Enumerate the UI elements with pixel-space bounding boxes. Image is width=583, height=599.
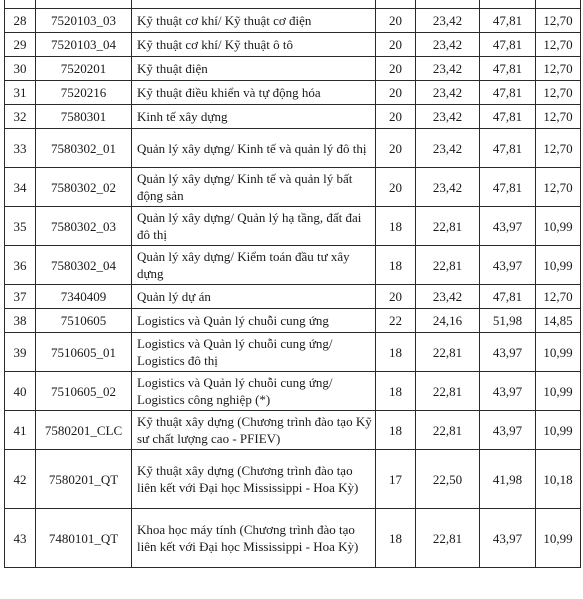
- cell-value-3: 47,81: [480, 57, 536, 81]
- cell-major-code: 7580201_QT: [36, 450, 132, 509]
- cell-value-1: 18: [376, 207, 416, 246]
- cell-value-1: 20: [376, 81, 416, 105]
- cell-major-name: Quản lý xây dựng/ Quản lý hạ tầng, đất đai đô thị: [132, 207, 376, 246]
- cell-major-code: 7340409: [36, 285, 132, 309]
- table-row: [5, 207, 581, 246]
- cell-value-4: 12,70: [536, 81, 581, 105]
- cell-index: 32: [5, 105, 36, 129]
- cell-value-3: 41,98: [480, 450, 536, 509]
- cell-major-name: Kỹ thuật điều khiển và tự động hóa: [132, 81, 376, 105]
- cell-value-2: 23,42: [416, 129, 480, 168]
- cell-value-2: 23,42: [416, 81, 480, 105]
- cell-value-4: [536, 0, 581, 9]
- cell-value-1: 20: [376, 105, 416, 129]
- cell-index: 41: [5, 411, 36, 450]
- cell-value-1: [376, 0, 416, 9]
- cell-value-1: 20: [376, 129, 416, 168]
- table-row: [5, 0, 581, 9]
- cell-major-code: 7580301: [36, 105, 132, 129]
- table-row: [5, 509, 581, 568]
- admission-score-table: [4, 0, 581, 568]
- cell-major-code: 7520216: [36, 81, 132, 105]
- cell-value-4: 14,85: [536, 309, 581, 333]
- cell-value-3: 47,81: [480, 105, 536, 129]
- table-row: [5, 168, 581, 207]
- cell-major-name: Quản lý xây dựng/ Kinh tế và quản lý đô thị: [132, 129, 376, 168]
- cell-index: 37: [5, 285, 36, 309]
- table-row: [5, 129, 581, 168]
- table-row: [5, 81, 581, 105]
- cell-major-code: 7510605_01: [36, 333, 132, 372]
- cell-value-2: 23,42: [416, 168, 480, 207]
- cell-value-4: 10,99: [536, 372, 581, 411]
- cell-index: 38: [5, 309, 36, 333]
- cell-value-4: 10,99: [536, 509, 581, 568]
- cell-value-2: 23,42: [416, 105, 480, 129]
- cell-value-3: 51,98: [480, 309, 536, 333]
- cell-value-3: 47,81: [480, 285, 536, 309]
- cell-value-3: 47,81: [480, 129, 536, 168]
- cell-value-2: 24,16: [416, 309, 480, 333]
- cell-value-1: 20: [376, 57, 416, 81]
- cell-index: 42: [5, 450, 36, 509]
- cell-value-1: 18: [376, 509, 416, 568]
- cell-value-3: 43,97: [480, 207, 536, 246]
- cell-major-code: [36, 0, 132, 9]
- cell-major-name: Kỹ thuật xây dựng (Chương trình đào tạo Kỹ sư chất lượng cao - PFIEV): [132, 411, 376, 450]
- table-row: [5, 309, 581, 333]
- cell-major-name: Khoa học máy tính (Chương trình đào tạo liên kết với Đại học Mississippi - Hoa Kỳ): [132, 509, 376, 568]
- table-row: [5, 105, 581, 129]
- cell-major-name: Quản lý xây dựng/ Kinh tế và quản lý bất động sản: [132, 168, 376, 207]
- cell-value-1: 18: [376, 333, 416, 372]
- cell-value-1: 18: [376, 246, 416, 285]
- cell-index: 29: [5, 33, 36, 57]
- cell-index: 34: [5, 168, 36, 207]
- cell-value-1: 18: [376, 372, 416, 411]
- table-row: [5, 450, 581, 509]
- cell-major-name: Kỹ thuật điện: [132, 57, 376, 81]
- cell-value-2: 23,42: [416, 285, 480, 309]
- table-row: [5, 411, 581, 450]
- table-row: [5, 285, 581, 309]
- cell-value-1: 17: [376, 450, 416, 509]
- cell-value-3: 47,81: [480, 168, 536, 207]
- cell-value-2: 22,81: [416, 246, 480, 285]
- cell-value-4: 10,99: [536, 333, 581, 372]
- cell-value-1: 18: [376, 411, 416, 450]
- cell-index: 30: [5, 57, 36, 81]
- table-row: [5, 372, 581, 411]
- cell-value-3: [480, 0, 536, 9]
- cell-value-4: 10,99: [536, 411, 581, 450]
- cell-value-4: 10,99: [536, 207, 581, 246]
- cell-value-3: 47,81: [480, 33, 536, 57]
- cell-major-code: 7520103_03: [36, 9, 132, 33]
- cell-major-name: Logistics và Quản lý chuỗi cung ứng/ Logistics đô thị: [132, 333, 376, 372]
- cell-major-code: 7510605: [36, 309, 132, 333]
- cell-major-name: Quản lý dự án: [132, 285, 376, 309]
- cell-index: 36: [5, 246, 36, 285]
- cell-value-2: [416, 0, 480, 9]
- cell-value-3: 43,97: [480, 411, 536, 450]
- cell-major-code: 7580302_01: [36, 129, 132, 168]
- cell-major-name: Kỹ thuật cơ khí/ Kỹ thuật ô tô: [132, 33, 376, 57]
- cell-major-code: 7580302_04: [36, 246, 132, 285]
- cell-value-1: 20: [376, 33, 416, 57]
- table-row: [5, 246, 581, 285]
- cell-major-name: Kinh tế xây dựng: [132, 105, 376, 129]
- cell-major-code: 7580201_CLC: [36, 411, 132, 450]
- table-row: [5, 33, 581, 57]
- cell-value-2: 22,81: [416, 372, 480, 411]
- cell-value-2: 22,81: [416, 509, 480, 568]
- cell-major-code: 7480101_QT: [36, 509, 132, 568]
- cell-index: [5, 0, 36, 9]
- cell-index: 35: [5, 207, 36, 246]
- cell-value-3: 43,97: [480, 246, 536, 285]
- cell-value-3: 47,81: [480, 81, 536, 105]
- cell-major-name: Kỹ thuật xây dựng (Chương trình đào tạo liên kết với Đại học Mississippi - Hoa Kỳ): [132, 450, 376, 509]
- cell-value-1: 20: [376, 285, 416, 309]
- cell-major-name: Kỹ thuật cơ khí/ Kỹ thuật cơ điện: [132, 9, 376, 33]
- cell-index: 40: [5, 372, 36, 411]
- cell-value-4: 12,70: [536, 57, 581, 81]
- cell-major-name: [132, 0, 376, 9]
- cell-major-code: 7580302_03: [36, 207, 132, 246]
- cell-value-2: 23,42: [416, 33, 480, 57]
- cell-value-3: 43,97: [480, 509, 536, 568]
- cell-index: 28: [5, 9, 36, 33]
- table-row: [5, 9, 581, 33]
- cell-value-4: 12,70: [536, 285, 581, 309]
- cell-value-1: 20: [376, 168, 416, 207]
- cell-value-3: 47,81: [480, 9, 536, 33]
- cell-major-code: 7520103_04: [36, 33, 132, 57]
- cell-value-2: 23,42: [416, 57, 480, 81]
- cell-value-3: 43,97: [480, 333, 536, 372]
- cell-index: 33: [5, 129, 36, 168]
- cell-value-2: 22,81: [416, 411, 480, 450]
- cell-value-1: 20: [376, 9, 416, 33]
- cell-value-4: 10,99: [536, 246, 581, 285]
- cell-value-4: 12,70: [536, 105, 581, 129]
- cell-major-name: Quản lý xây dựng/ Kiểm toán đầu tư xây dựng: [132, 246, 376, 285]
- cell-major-name: Logistics và Quản lý chuỗi cung ứng: [132, 309, 376, 333]
- cell-value-2: 23,42: [416, 9, 480, 33]
- cell-value-2: 22,81: [416, 333, 480, 372]
- cell-major-code: 7510605_02: [36, 372, 132, 411]
- cell-major-code: 7520201: [36, 57, 132, 81]
- cell-major-name: Logistics và Quản lý chuỗi cung ứng/ Logistics công nghiệp (*): [132, 372, 376, 411]
- cell-value-4: 10,18: [536, 450, 581, 509]
- cell-index: 43: [5, 509, 36, 568]
- table-row: [5, 333, 581, 372]
- cell-value-4: 12,70: [536, 33, 581, 57]
- table-row: [5, 57, 581, 81]
- table-body: [5, 0, 581, 568]
- cell-index: 39: [5, 333, 36, 372]
- cell-value-2: 22,81: [416, 207, 480, 246]
- cell-value-4: 12,70: [536, 129, 581, 168]
- cell-value-3: 43,97: [480, 372, 536, 411]
- cell-value-4: 12,70: [536, 9, 581, 33]
- cell-value-1: 22: [376, 309, 416, 333]
- cell-index: 31: [5, 81, 36, 105]
- table-container: [4, 0, 581, 568]
- cell-value-4: 12,70: [536, 168, 581, 207]
- cell-value-2: 22,50: [416, 450, 480, 509]
- cell-major-code: 7580302_02: [36, 168, 132, 207]
